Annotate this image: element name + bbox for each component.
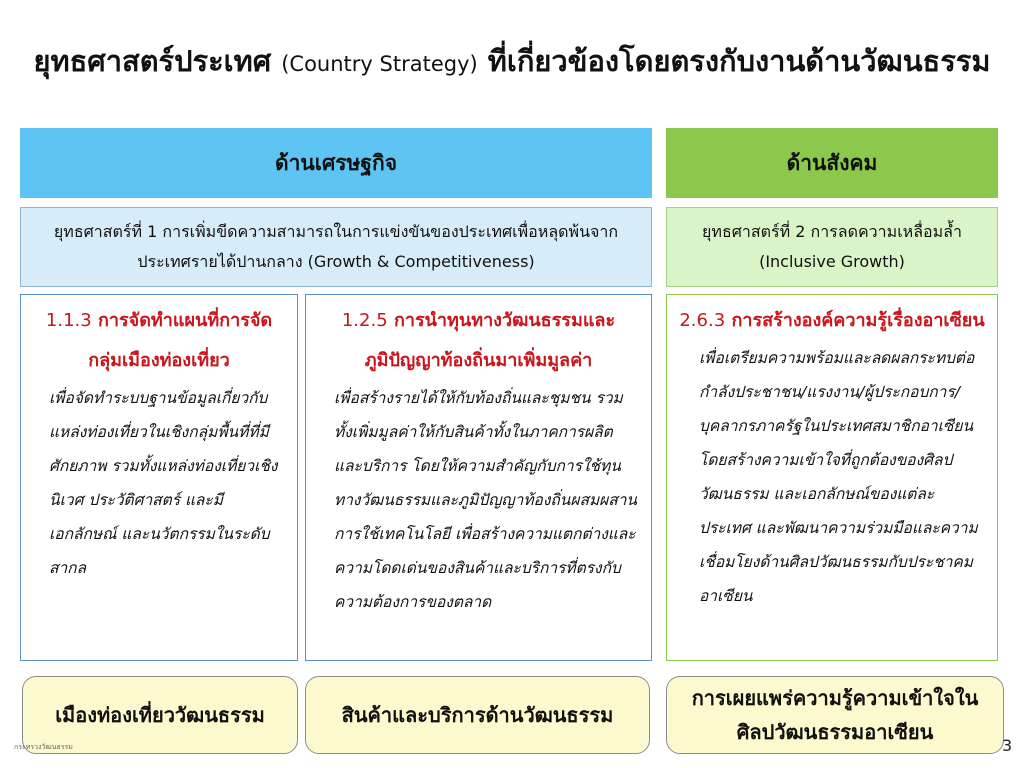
panel-heading [31, 301, 287, 381]
strategy-1-text: ยุทธศาสตร์ที่ 1 การเพิ่มขีดความสามารถในการแข่งขันของประเทศเพื่อหลุดพ้นจากประเทศรายได้ปานกลาง (Growth & Competitiveness) [53, 222, 619, 271]
panel-body: เพื่อสร้างรายได้ให้กับท้องถิ่นและชุมชน รวมทั้งเพิ่มมูลค่าให้กับสินค้าทั้งในภาคการผลิตและบริการ โดยให้ความสำคัญกับการใช้ทุนทางวัฒนธรรมและภูมิปัญญาท้องถิ่นผสมผสานการใช้เทคโนโลยี เพื่อสร้างความแตกต่างและความโดดเด่นของสินค้าและบริการที่ตรงกับความต้องการของตลาด [334, 389, 637, 611]
slide-title [20, 34, 1004, 91]
category-social-header: ด้านสังคม [666, 128, 998, 198]
panel-heading [677, 301, 987, 341]
title-english: (Country Strategy) [281, 52, 478, 76]
result-text: เมืองท่องเที่ยววัฒนธรรม [55, 703, 265, 727]
title-thai-prefix: ยุทธศาสตร์ประเทศ [33, 44, 272, 78]
result-box-cultural-products [305, 676, 650, 754]
panel-body: เพื่อจัดทำระบบฐานข้อมูลเกี่ยวกับแหล่งท่องเที่ยวในเชิงกลุ่มพื้นที่ที่มีศักยภาพ รวมทั้งแหล่งท่องเที่ยวเชิงนิเวศ ประวัติศาสตร์ และมีเอกลักษณ์ และนวัตกรรมในระดับสากล [49, 389, 278, 577]
panel-1-1-3 [20, 294, 298, 661]
panel-number: 1.1.3 [45, 310, 92, 331]
panel-title: การสร้างองค์ความรู้เรื่องอาเซียน [731, 310, 985, 331]
panel-1-2-5 [305, 294, 652, 661]
panel-body: เพื่อเตรียมความพร้อมและลดผลกระทบต่อกำลังประชาชน/แรงงาน/ผู้ประกอบการ/บุคลากรภาครัฐในประเทศสมาชิกอาเซียน โดยสร้างความเข้าใจที่ถูกต้องของศิลปวัฒนธรรม และเอกลักษณ์ของแต่ละประเทศ และพัฒนาความร่วมมือและความเชื่อมโยงด้านศิลปวัฒนธรรมกับประชาคมอาเซียน [699, 349, 978, 605]
category-economic-header: ด้านเศรษฐกิจ [20, 128, 652, 198]
strategy-1-box [20, 207, 652, 287]
strategy-2-box [666, 207, 998, 287]
result-text: สินค้าและบริการด้านวัฒนธรรม [341, 703, 614, 727]
result-box-asean-knowledge [666, 676, 1004, 754]
panel-heading [316, 301, 641, 381]
panel-number: 1.2.5 [341, 310, 388, 331]
panel-2-6-3 [666, 294, 998, 661]
result-text: การเผยแพร่ความรู้ความเข้าใจในศิลปวัฒนธรรมอาเซียน [691, 686, 979, 744]
footer-ministry-label: กระทรวงวัฒนธรรม [14, 743, 73, 751]
page-number: 3 [1002, 736, 1013, 755]
panel-title: การจัดทำแผนที่การจัดกลุ่มเมืองท่องเที่ยว [88, 310, 273, 371]
panel-title: การนำทุนทางวัฒนธรรมและภูมิปัญญาท้องถิ่นมาเพิ่มมูลค่า [364, 310, 616, 371]
panel-number: 2.6.3 [679, 310, 726, 331]
strategy-2-text: ยุทธศาสตร์ที่ 2 การลดความเหลื่อมล้ำ (Inclusive Growth) [702, 222, 962, 271]
title-thai-suffix: ที่เกี่ยวข้องโดยตรงกับงานด้านวัฒนธรรม [487, 44, 991, 78]
